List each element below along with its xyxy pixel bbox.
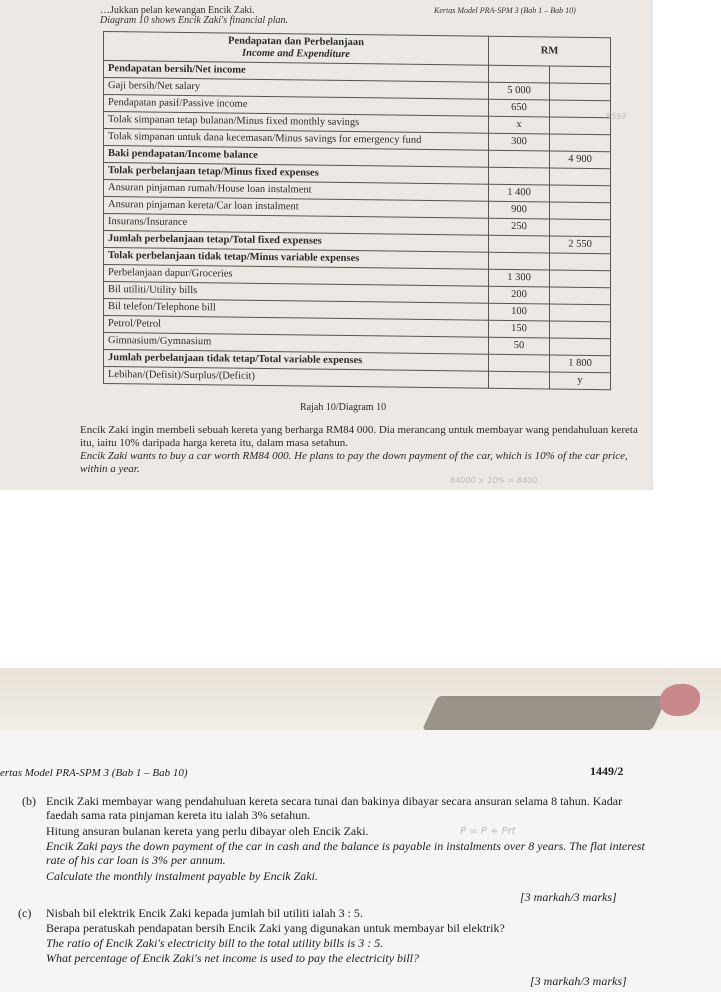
row-value: 200 <box>489 286 550 304</box>
row-label: Pendapatan pasif/Passive income <box>104 95 489 117</box>
part-a-malay: Encik Zaki ingin membeli sebuah kereta yang berharga RM84 000. Dia merancang untuk membayar wang pendahuluan kereta itu, iaitu 10% daripada harga kereta itu, dalam masa setahun. <box>80 424 638 449</box>
header-en: Income and Expenditure <box>242 47 350 61</box>
row-label: Bil utiliti/Utility bills <box>104 282 489 304</box>
row-value: 250 <box>489 218 550 236</box>
row-total: 1 800 <box>550 355 611 373</box>
row-total <box>550 253 611 271</box>
row-total <box>550 202 611 220</box>
handwritten-formula: P = P + Prt <box>460 826 516 837</box>
question-b-marks: [3 markah/3 marks] <box>520 890 617 904</box>
question-b-label: (b) <box>22 794 36 808</box>
row-value: 300 <box>489 133 550 151</box>
row-value: 900 <box>489 201 550 219</box>
row-label: Bil telefon/Telephone bill <box>104 299 489 321</box>
row-total <box>550 219 611 237</box>
row-label: Pendapatan bersih/Net income <box>104 61 489 83</box>
handwritten-note-downpayment: 84000 × 10% = 8400 <box>450 476 538 485</box>
row-total <box>550 321 611 339</box>
row-label: Insurans/Insurance <box>104 214 489 236</box>
row-value <box>489 150 550 168</box>
question-c-malay: Nisbah bil elektrik Encik Zaki kepada jumlah bil utiliti ialah 3 : 5. <box>46 906 363 920</box>
row-label: Jumlah perbelanjaan tidak tetap/Total variable expenses <box>104 350 489 372</box>
table-header-currency: RM <box>489 36 611 66</box>
row-value <box>489 354 550 372</box>
row-total <box>550 117 611 135</box>
row-label: Tolak perbelanjaan tidak tetap/Minus variable expenses <box>104 248 489 270</box>
shadow-shape <box>422 696 668 730</box>
header-left <box>100 6 288 26</box>
row-label: Tolak simpanan tetap bulanan/Minus fixed monthly savings <box>104 112 489 134</box>
row-label: Ansuran pinjaman rumah/House loan instalment <box>104 180 489 202</box>
question-c-english-2: What percentage of Encik Zaki's net income is used to pay the electricity bill? <box>46 951 420 965</box>
row-label: Baki pendapatan/Income balance <box>104 146 489 168</box>
financial-plan-table <box>103 31 611 390</box>
question-c-english: The ratio of Encik Zaki's electricity bill to the total utility bills is 3 : 5. <box>46 936 384 950</box>
row-label: Gaji bersih/Net salary <box>104 78 489 100</box>
page2-header-left: ertas Model PRA-SPM 3 (Bab 1 – Bab 10) <box>0 767 188 779</box>
row-total: 4 900 <box>550 151 611 169</box>
row-label: Lebihan/(Defisit)/Surplus/(Deficit) <box>104 367 489 389</box>
row-label: Ansuran pinjaman kereta/Car loan instalment <box>104 197 489 219</box>
row-value <box>489 235 550 253</box>
row-value <box>489 65 550 83</box>
question-c-malay-2: Berapa peratuskah pendapatan bersih Encik Zaki yang digunakan untuk membayar bil elektrik? <box>46 921 505 935</box>
row-value: 650 <box>489 99 550 117</box>
row-label: Jumlah perbelanjaan tetap/Total fixed expenses <box>104 231 489 253</box>
row-total <box>550 270 611 288</box>
header-right: Kertas Model PRA-SPM 3 (Bab 1 – Bab 10) <box>434 6 576 15</box>
row-total <box>550 304 611 322</box>
table-header-label <box>104 32 489 66</box>
question-b-english: Encik Zaki pays the down payment of the car in cash and the balance is payable in instalments over 8 years. The flat interest rate of his car loan is 3% per annum. <box>46 839 645 867</box>
row-value: 5 000 <box>489 82 550 100</box>
row-value: 1 300 <box>489 269 550 287</box>
row-total <box>550 100 611 118</box>
row-value: 50 <box>489 337 550 355</box>
row-value: 150 <box>489 320 550 338</box>
part-a-english: Encik Zaki wants to buy a car worth RM84 000. He plans to pay the down payment of the car, which is 10% of the car price, within a year. <box>80 450 628 475</box>
handwritten-note-margin: 5550 <box>606 112 627 121</box>
row-total <box>550 66 611 84</box>
row-label: Petrol/Petrol <box>104 316 489 338</box>
row-value <box>489 167 550 185</box>
question-c-marks: [3 markah/3 marks] <box>530 974 627 988</box>
row-total <box>550 168 611 186</box>
row-total <box>550 185 611 203</box>
header-ms: Pendapatan dan Perbelanjaan <box>228 35 364 49</box>
question-b-malay-2: Hitung ansuran bulanan kereta yang perlu dibayar oleh Encik Zaki. <box>46 824 369 838</box>
row-total <box>550 83 611 101</box>
row-label: Perbelanjaan dapur/Groceries <box>104 265 489 287</box>
row-total: y <box>550 372 611 390</box>
row-value <box>489 371 550 389</box>
row-value: 1 400 <box>489 184 550 202</box>
page-photo-top <box>0 0 653 490</box>
row-total <box>550 134 611 152</box>
row-value: 100 <box>489 303 550 321</box>
row-label: Gimnasium/Gymnasium <box>104 333 489 355</box>
row-value: x <box>489 116 550 134</box>
row-total: 2 550 <box>550 236 611 254</box>
row-label: Tolak simpanan untuk dana kecemasan/Minus savings for emergency fund <box>104 129 489 151</box>
diagram-caption: Rajah 10/Diagram 10 <box>300 402 387 413</box>
page-photo-bottom <box>0 668 721 992</box>
question-b-english-2: Calculate the monthly instalment payable by Encik Zaki. <box>46 869 318 883</box>
row-total <box>550 287 611 305</box>
header-left-line2: Diagram 10 shows Encik Zaki's financial plan. <box>100 15 288 26</box>
row-label: Tolak perbelanjaan tetap/Minus fixed expenses <box>104 163 489 185</box>
row-total <box>550 338 611 356</box>
flower-decoration <box>660 684 700 716</box>
question-c-label: (c) <box>18 906 32 920</box>
page2-header-right: 1449/2 <box>590 764 624 778</box>
question-b-malay: Encik Zaki membayar wang pendahuluan kereta secara tunai dan bakinya dibayar secara ansuran selama 8 tahun. Kadar faedah sama rata pinjaman kereta itu ialah 3% setahun. <box>46 794 623 822</box>
row-value <box>489 252 550 270</box>
header-left-line1: …Jukkan pelan kewangan Encik Zaki. <box>100 5 255 16</box>
